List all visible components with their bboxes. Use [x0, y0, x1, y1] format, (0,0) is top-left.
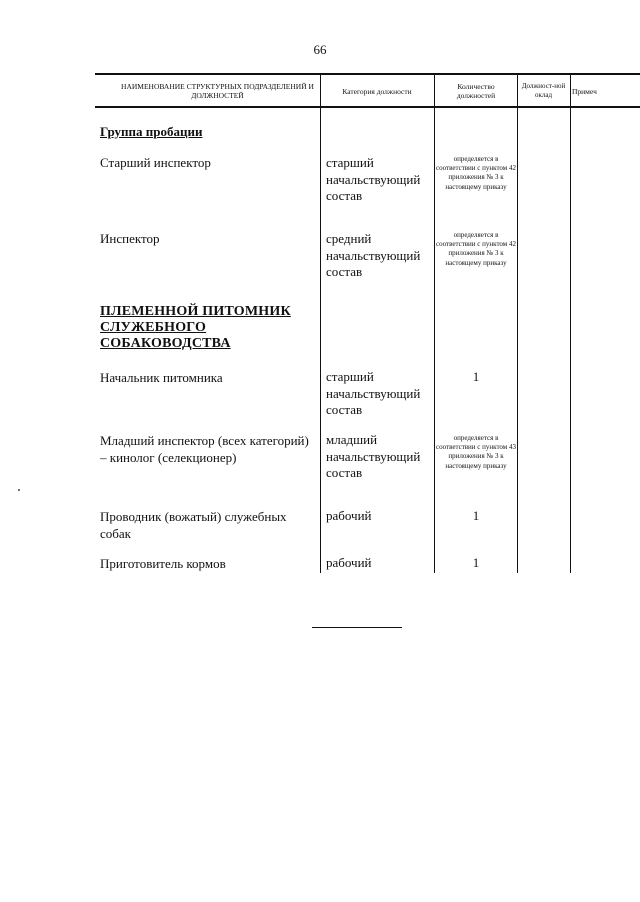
row-count: определяется в соответствии с пунктом 42 приложения № 3 к настоящему приказу	[436, 231, 516, 267]
row-name: Старший инспектор	[100, 155, 211, 170]
header-top-rule	[95, 73, 640, 75]
row-category: рабочий	[326, 508, 372, 523]
row-category: рабочий	[326, 555, 372, 570]
row-count: 1	[472, 508, 480, 523]
body-divider-2	[434, 108, 435, 573]
header-col-name: НАИМЕНОВАНИЕ СТРУКТУРНЫХ ПОДРАЗДЕЛЕНИЙ И ДОЛЖНОСТЕЙ	[121, 82, 314, 100]
body-divider-1	[320, 108, 321, 573]
header-bottom-rule	[95, 106, 640, 108]
row-category: старший начальствующий состав	[326, 369, 421, 417]
section-title-probation: Группа пробации	[100, 124, 203, 139]
header-col-count: Количество должностей	[456, 82, 496, 100]
row-count: 1	[472, 555, 480, 570]
page-number: 66	[313, 42, 327, 57]
end-of-table-rule	[312, 627, 402, 628]
header-col-note: Примеч	[572, 86, 597, 96]
row-name: Инспектор	[100, 231, 160, 246]
header-divider-1	[320, 73, 321, 108]
body-divider-4	[570, 108, 571, 573]
row-name: Проводник (вожатый) служебных собак	[100, 509, 287, 541]
header-divider-3	[517, 73, 518, 108]
row-name: Приготовитель кормов	[100, 556, 226, 571]
row-category: младший начальствующий состав	[326, 432, 421, 480]
header-col-salary: Должност-ной оклад	[521, 82, 566, 99]
scan-speck	[18, 489, 20, 491]
row-category: средний начальствующий состав	[326, 231, 421, 279]
header-divider-4	[570, 73, 571, 108]
header-col-category: Категория должности	[342, 86, 412, 96]
body-divider-3	[517, 108, 518, 573]
row-name: Младший инспектор (всех категорий) – кинолог (селекционер)	[100, 433, 309, 465]
row-count: 1	[472, 369, 480, 384]
row-name: Начальник питомника	[100, 370, 223, 385]
header-divider-2	[434, 73, 435, 108]
section-title-kennel: ПЛЕМЕННОЙ ПИТОМНИК СЛУЖЕБНОГО СОБАКОВОДСТВА	[100, 304, 291, 351]
row-category: старший начальствующий состав	[326, 155, 421, 203]
row-count: определяется в соответствии с пунктом 42 приложения № 3 к настоящему приказу	[436, 155, 516, 191]
row-count: определяется в соответствии с пунктом 43 приложения № 3 к настоящему приказу	[436, 434, 516, 470]
